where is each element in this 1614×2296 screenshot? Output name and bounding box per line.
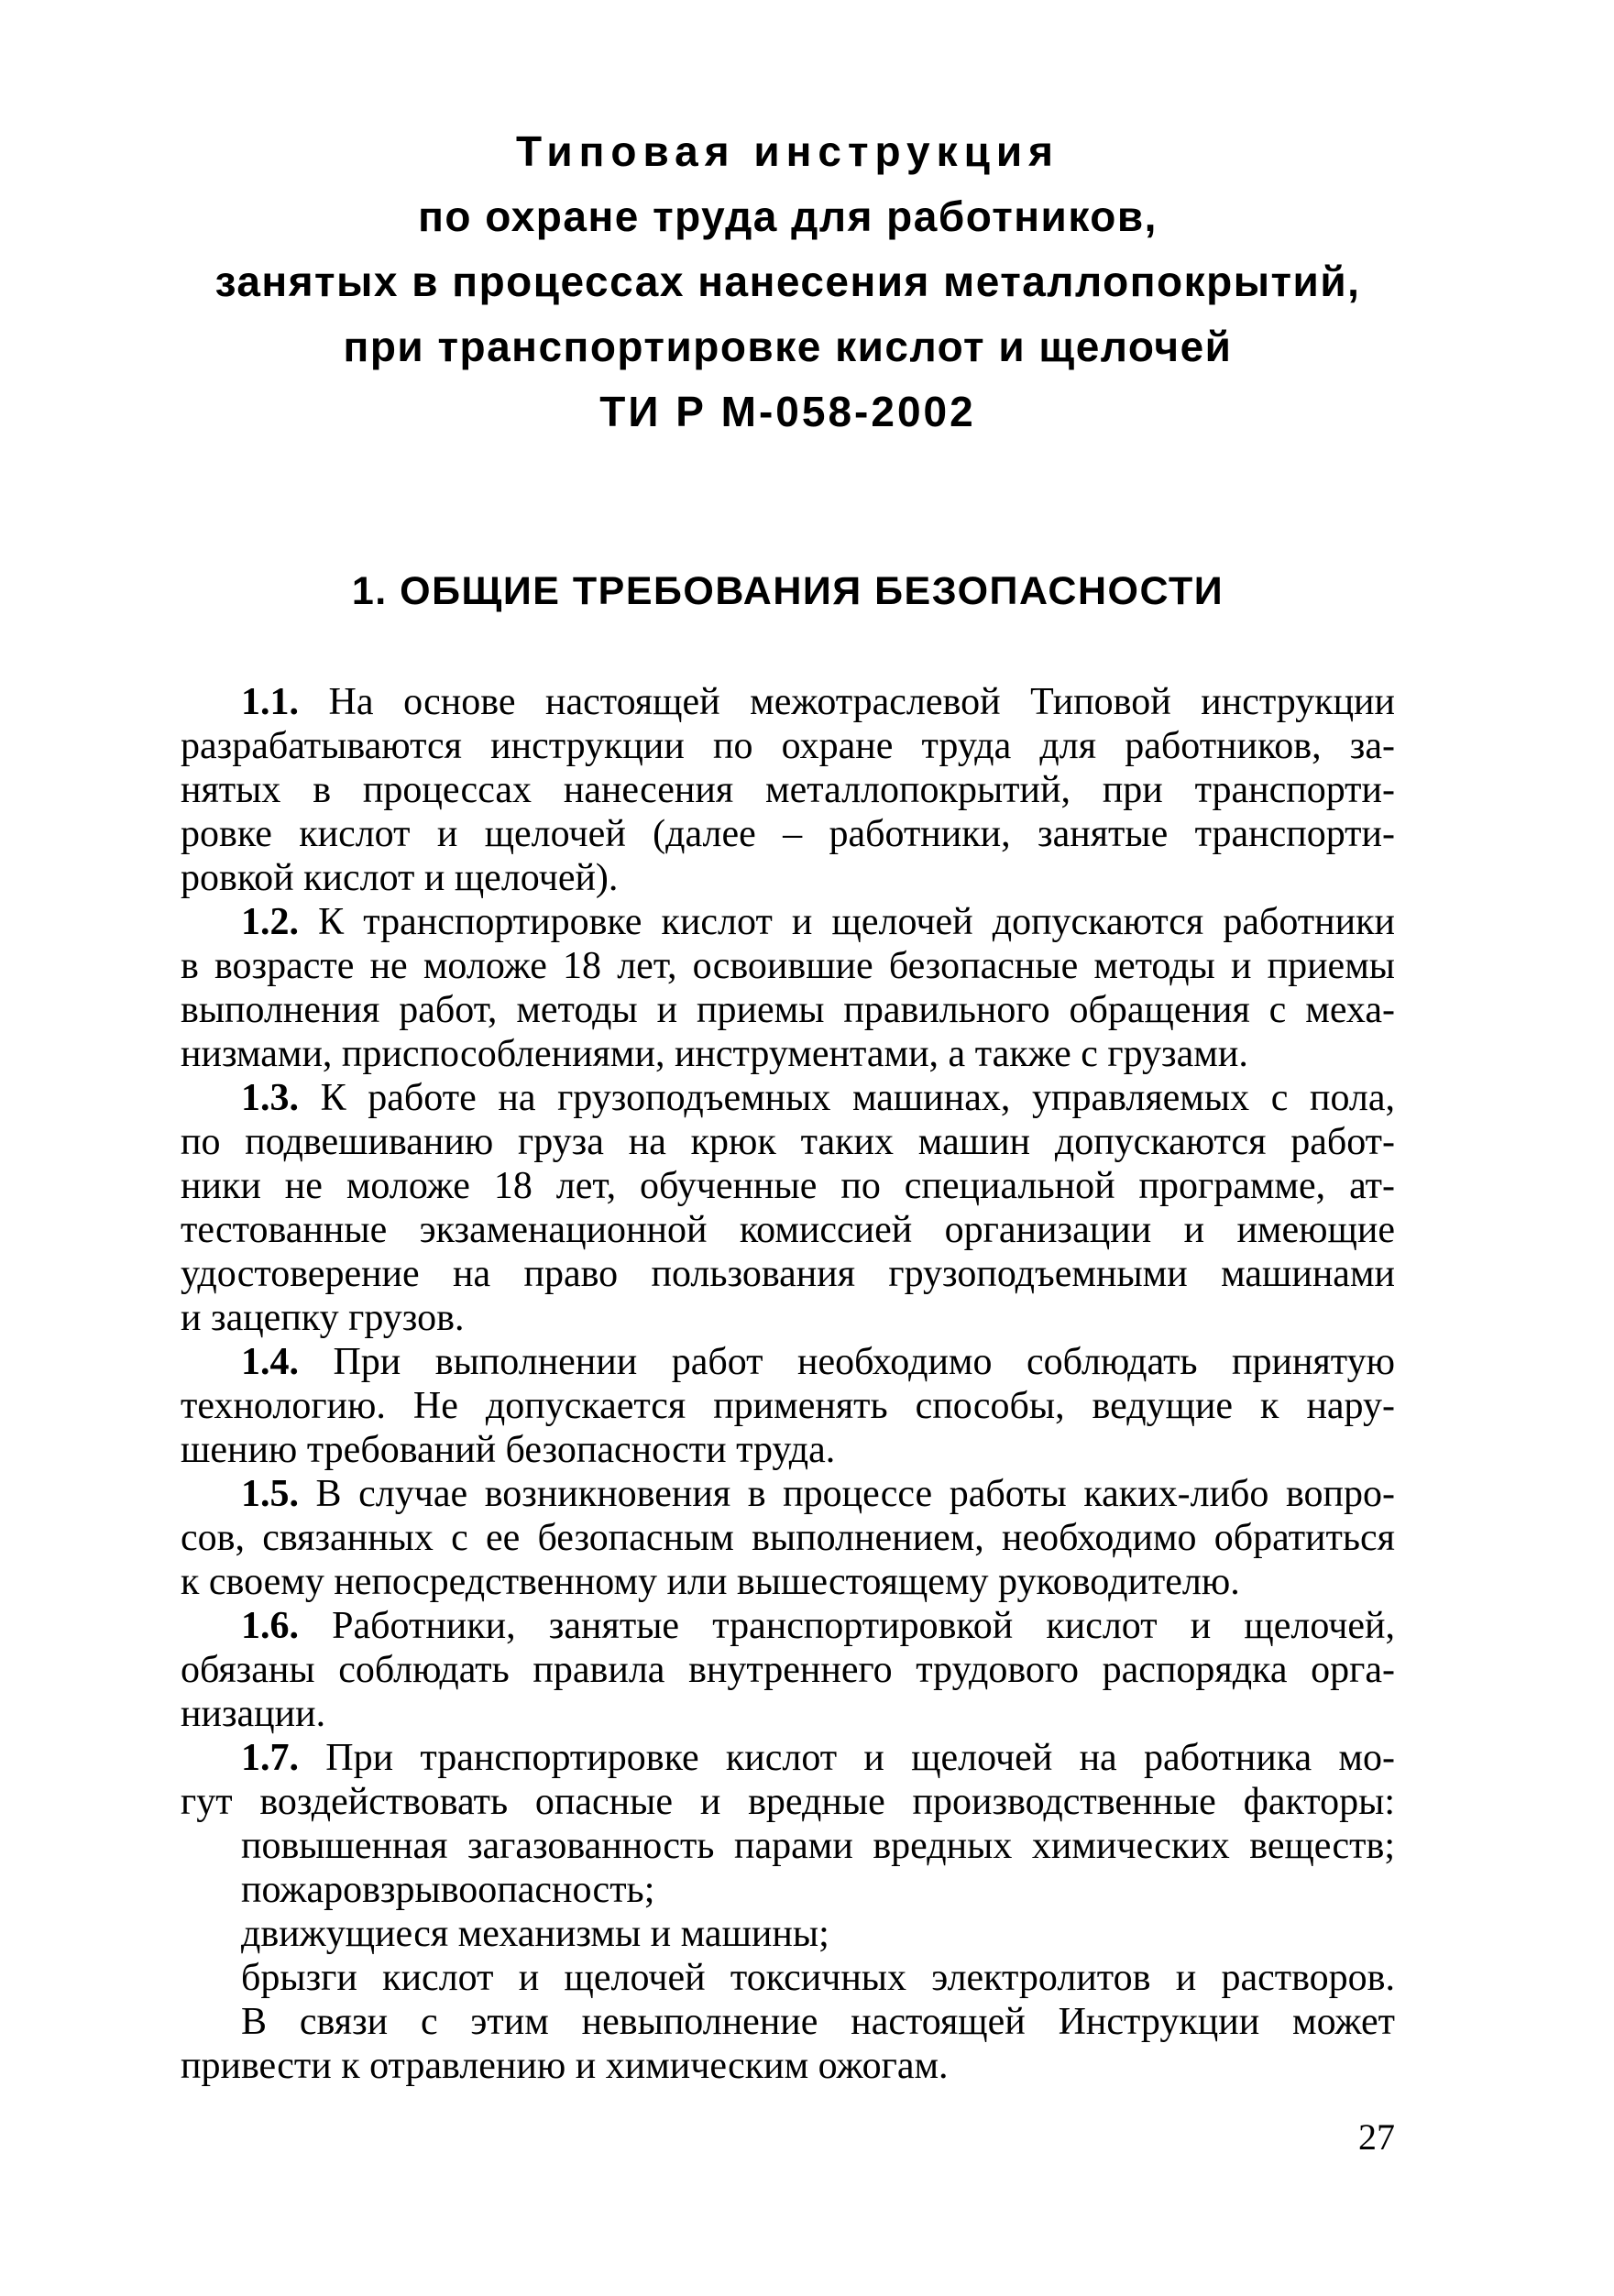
text-line: выполнения работ, методы и приемы правильного обращения с меха-	[181, 989, 1395, 1031]
text-line: в возрасте не моложе 18 лет, освоившие безопасные методы и приемы	[181, 945, 1395, 987]
text-line: сов, связанных с ее безопасным выполнением, необходимо обратиться	[181, 1517, 1395, 1559]
clause-number: 1.3.	[241, 1077, 299, 1119]
clause-1-7	[181, 1736, 1395, 1824]
text-line: движущиеся механизмы и машины;	[241, 1913, 829, 1955]
body-text	[181, 680, 1395, 2088]
clause-number: 1.7.	[241, 1737, 299, 1779]
clause-1-5	[181, 1472, 1395, 1604]
text-line: 1.5. В случае возникновения в процессе работы каких-либо вопро-	[241, 1473, 1395, 1515]
title-line-1: Типовая инструкция	[515, 127, 1060, 175]
page-number: 27	[1358, 2116, 1395, 2158]
clause-number: 1.6.	[241, 1605, 299, 1647]
title-line-3: занятых в процессах нанесения металлопокрытий,	[214, 258, 1361, 305]
clause-number: 1.2.	[241, 901, 299, 943]
text-line: 1.7. При транспортировке кислот и щелочей на работника мо-	[241, 1737, 1395, 1779]
text-line: 1.1. На основе настоящей межотраслевой Типовой инструкции	[241, 681, 1395, 723]
text-line: гут воздействовать опасные и вредные производственные факторы:	[181, 1781, 1395, 1823]
text-line: ровкой кислот и щелочей).	[181, 857, 619, 899]
text-line: ники не моложе 18 лет, обученные по специальной программе, ат-	[181, 1165, 1395, 1207]
text-line: повышенная загазованность парами вредных химических веществ;	[241, 1825, 1395, 1867]
clause-1-1	[181, 680, 1395, 900]
text-line: шению требований безопасности труда.	[181, 1429, 836, 1471]
text-line: В связи с этим невыполнение настоящей Инструкции может	[241, 2001, 1395, 2043]
text-line: привести к отравлению и химическим ожогам.	[181, 2045, 949, 2087]
hazard-item-2	[181, 1868, 1395, 1912]
text-line: низации.	[181, 1693, 326, 1735]
hazard-item-4	[181, 1956, 1395, 2000]
document-code: ТИ Р М-058-2002	[599, 388, 976, 435]
section-heading: 1. ОБЩИЕ ТРЕБОВАНИЯ БЕЗОПАСНОСТИ	[351, 569, 1224, 613]
clause-1-4	[181, 1340, 1395, 1472]
text-line: тестованные экзаменационной комиссией организации и имеющие	[181, 1209, 1395, 1251]
text-line: по подвешиванию груза на крюк таких машин допускаются работ-	[181, 1121, 1395, 1163]
text-line: низмами, приспособлениями, инструментами, а также с грузами.	[181, 1033, 1248, 1075]
hazard-item-1	[181, 1824, 1395, 1868]
text-line: обязаны соблюдать правила внутреннего трудового распорядка орга-	[181, 1649, 1395, 1691]
title-line-2: по охране труда для работников,	[418, 192, 1158, 240]
text-line: 1.2. К транспортировке кислот и щелочей допускаются работники	[241, 901, 1395, 943]
text-line: и зацепку грузов.	[181, 1297, 465, 1339]
clause-1-3	[181, 1076, 1395, 1340]
title-line-4: при транспортировке кислот и щелочей	[343, 323, 1233, 370]
text-line: нятых в процессах нанесения металлопокрытий, при транспорти-	[181, 769, 1395, 811]
text-line: брызги кислот и щелочей токсичных электролитов и растворов.	[241, 1957, 1395, 1999]
text-line: 1.6. Работники, занятые транспортировкой кислот и щелочей,	[241, 1605, 1395, 1647]
hazard-item-3	[181, 1912, 1395, 1956]
document-title	[181, 119, 1395, 445]
clause-1-6	[181, 1604, 1395, 1736]
clause-number: 1.1.	[241, 681, 299, 723]
text-line: 1.4. При выполнении работ необходимо соблюдать принятую	[241, 1341, 1395, 1383]
clause-1-2	[181, 900, 1395, 1076]
clause-number: 1.4.	[241, 1341, 299, 1383]
text-line: разрабатываются инструкции по охране труда для работников, за-	[181, 725, 1395, 767]
text-line: пожаровзрывоопасность;	[241, 1869, 655, 1911]
text-line: 1.3. К работе на грузоподъемных машинах, управляемых с пола,	[241, 1077, 1395, 1119]
closing-paragraph	[181, 2000, 1395, 2088]
clause-number: 1.5.	[241, 1473, 299, 1515]
text-line: удостоверение на право пользования грузоподъемными машинами	[181, 1253, 1395, 1295]
text-line: ровке кислот и щелочей (далее – работники, занятые транспорти-	[181, 813, 1395, 855]
text-line: технологию. Не допускается применять способы, ведущие к нару-	[181, 1385, 1395, 1427]
text-line: к своему непосредственному или вышестоящему руководителю.	[181, 1561, 1240, 1603]
